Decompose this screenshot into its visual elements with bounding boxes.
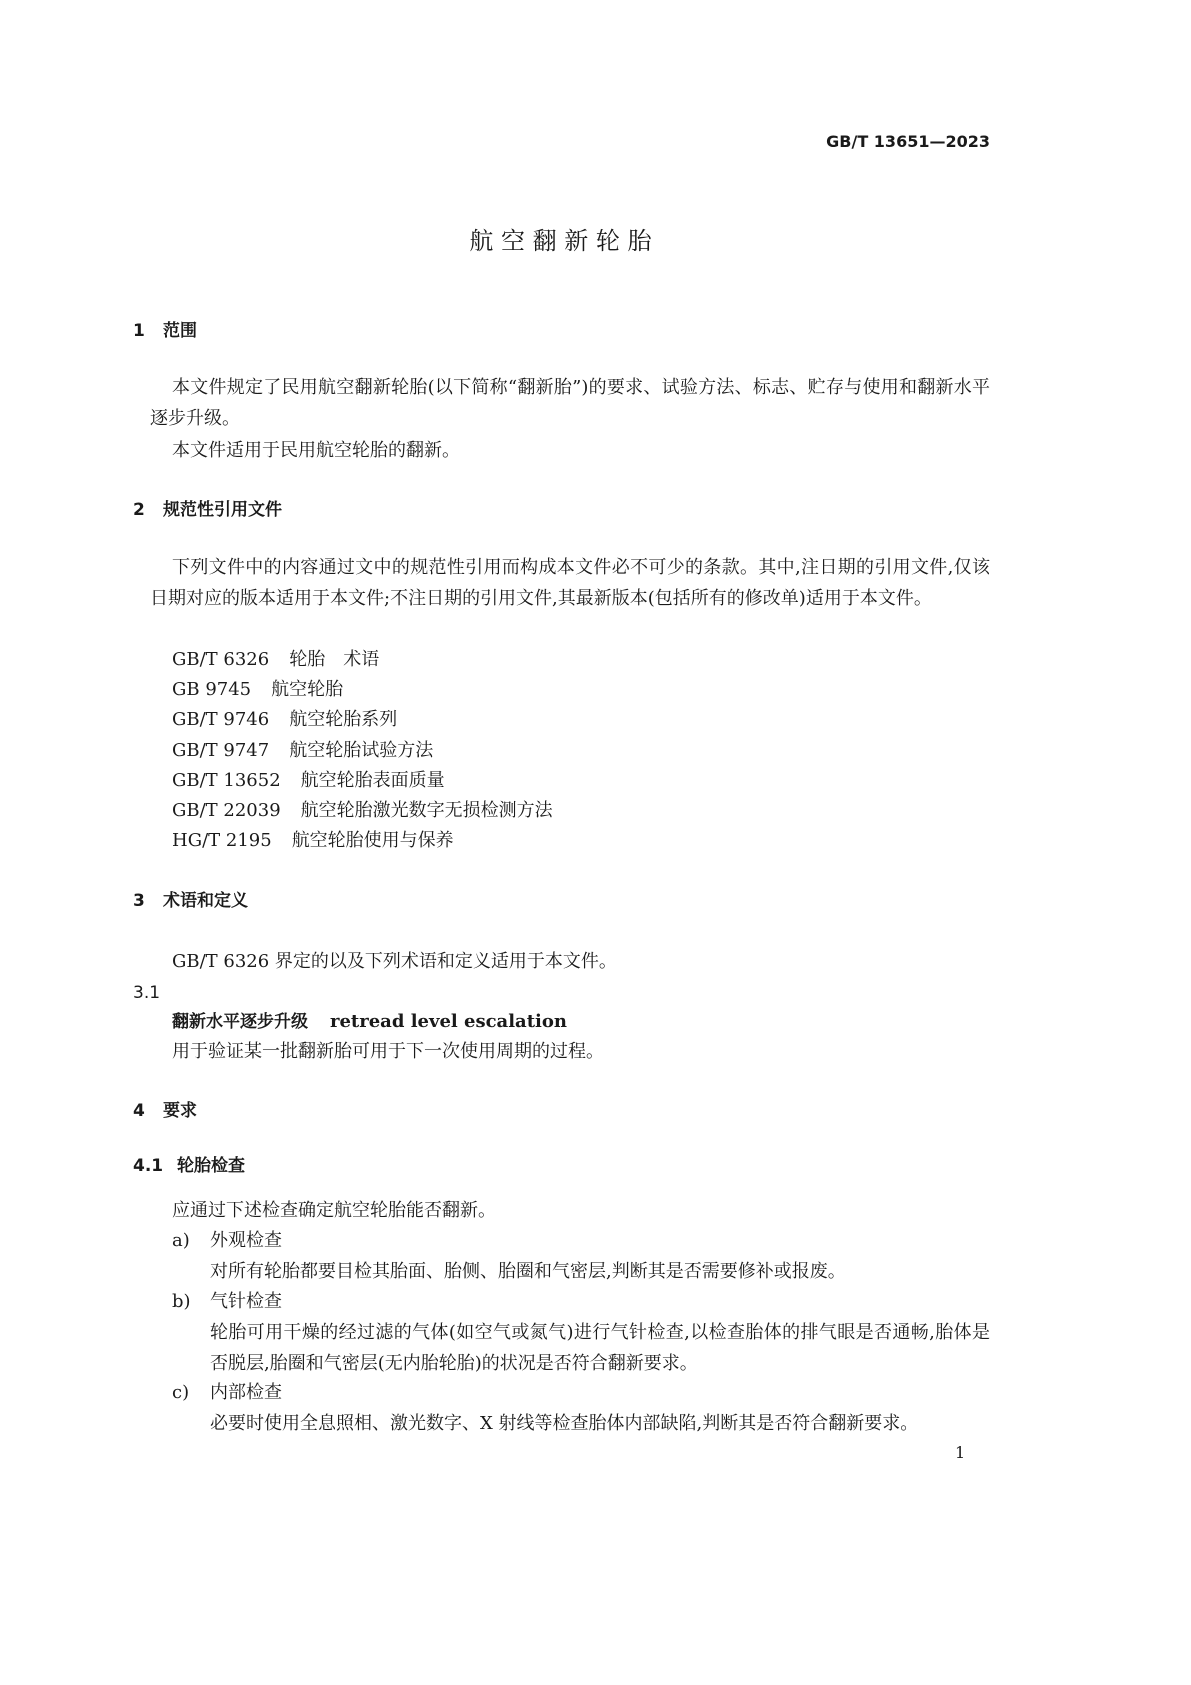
reference-title: 航空轮胎激光数字无损检测方法 — [300, 800, 553, 821]
section-number: 3 — [133, 891, 145, 911]
reference-code: HG/T 2195 — [172, 830, 272, 852]
reference-item — [172, 826, 454, 856]
section-2-heading — [133, 495, 282, 525]
reference-title: 航空轮胎试验方法 — [289, 739, 434, 761]
subsection-number: 4.1 — [133, 1156, 164, 1176]
section-title: 规范性引用文件 — [163, 500, 282, 520]
list-item-text: 轮胎可用干燥的经过滤的气体(如空气或氮气)进行气针检查,以检查胎体的排气眼是否通畅,胎体是否脱层,胎圈和气密层(无内胎轮胎)的状况是否符合翻新要求。 — [210, 1322, 990, 1374]
reference-code: GB/T 6326 — [172, 649, 270, 670]
term-english: retread level escalation — [330, 1011, 567, 1032]
reference-code: GB/T 9746 — [172, 709, 270, 731]
reference-item — [172, 736, 433, 766]
reference-code: GB/T 22039 — [172, 800, 281, 821]
list-item-text: 对所有轮胎都要目检其胎面、胎侧、胎圈和气密层,判断其是否需要修补或报废。 — [210, 1261, 846, 1282]
reference-code: GB 9745 — [172, 679, 252, 701]
section-4-heading — [133, 1096, 197, 1126]
document-title: 航 空 翻 新 轮 胎 — [469, 227, 652, 255]
section-3-heading — [133, 886, 248, 916]
term-number: 3.1 — [133, 983, 161, 1003]
reference-code: GB/T 13652 — [172, 769, 281, 791]
section-number: 2 — [133, 500, 145, 520]
page-number: 1 — [955, 1443, 966, 1462]
section-number: 1 — [133, 321, 145, 341]
paragraph: GB/T 6326 界定的以及下列术语和定义适用于本文件。 — [172, 951, 617, 972]
list-item-label: c) 内部检查 — [172, 1382, 282, 1403]
section-title: 术语和定义 — [163, 891, 248, 911]
reference-item — [172, 645, 379, 675]
paragraph: 本文件规定了民用航空翻新轮胎(以下简称“翻新胎”)的要求、试验方法、标志、贮存与使用和翻新水平逐步升级。 — [150, 377, 990, 429]
paragraph: 应通过下述检查确定航空轮胎能否翻新。 — [172, 1200, 496, 1221]
list-item-label: b) 气针检查 — [172, 1291, 282, 1312]
reference-item — [172, 675, 343, 705]
subsection-4-1-heading — [133, 1151, 245, 1181]
reference-title: 航空轮胎系列 — [289, 709, 398, 731]
section-title: 要求 — [163, 1101, 197, 1121]
section-title: 范围 — [163, 321, 197, 341]
subsection-title: 轮胎检查 — [177, 1156, 245, 1176]
section-number: 4 — [133, 1101, 145, 1121]
section-1-heading — [133, 316, 197, 346]
reference-title: 航空轮胎使用与保养 — [291, 830, 454, 852]
reference-item — [172, 766, 445, 796]
list-item-text: 必要时使用全息照相、激光数字、X 射线等检查胎体内部缺陷,判断其是否符合翻新要求。 — [210, 1413, 919, 1434]
reference-item — [172, 705, 397, 735]
reference-item — [172, 796, 553, 826]
term-chinese: 翻新水平逐步升级 — [172, 1012, 308, 1032]
reference-code: GB/T 9747 — [172, 739, 270, 761]
list-item-label: a) 外观检查 — [172, 1230, 282, 1251]
standard-number: GB/T 13651—2023 — [826, 132, 990, 151]
paragraph: 下列文件中的内容通过文中的规范性引用而构成本文件必不可少的条款。其中,注日期的引用文件,仅该日期对应的版本适用于本文件;不注日期的引用文件,其最新版本(包括所有的修改单)适用于本文件。 — [150, 557, 990, 609]
paragraph: 本文件适用于民用航空轮胎的翻新。 — [172, 440, 460, 461]
reference-title: 航空轮胎表面质量 — [300, 769, 445, 791]
reference-title: 轮胎 术语 — [289, 649, 380, 670]
reference-title: 航空轮胎 — [271, 679, 344, 701]
term-definition: 用于验证某一批翻新胎可用于下一次使用周期的过程。 — [172, 1041, 604, 1062]
term-heading — [172, 1007, 567, 1037]
